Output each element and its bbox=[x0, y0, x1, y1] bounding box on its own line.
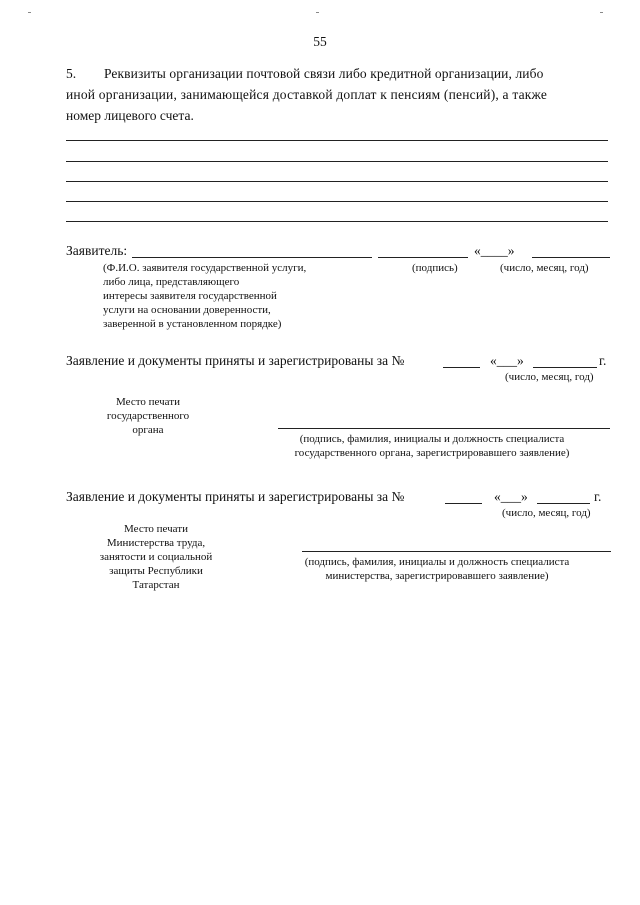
registration1-signature-line[interactable] bbox=[278, 428, 610, 429]
requisites-blank-line[interactable] bbox=[66, 140, 608, 141]
registration2-year-suffix: г. bbox=[594, 489, 602, 504]
scan-speck bbox=[28, 12, 31, 13]
requisites-blank-line[interactable] bbox=[66, 201, 608, 202]
applicant-signature-line[interactable] bbox=[378, 257, 468, 258]
registration1-signature-caption: (подпись, фамилия, инициалы и должность специалиста государственного органа, зарегистрировавшего заявление) bbox=[294, 433, 570, 459]
registration2-date-day: «___» bbox=[494, 489, 528, 504]
applicant-label: Заявитель: bbox=[66, 243, 128, 258]
registration1-stamp-place: Место печати государственного органа bbox=[106, 396, 190, 436]
registration1-date-day: «___» bbox=[490, 353, 524, 368]
requisites-blank-line[interactable] bbox=[66, 181, 608, 182]
page-number: 55 bbox=[313, 34, 327, 49]
applicant-date-caption: (число, месяц, год) bbox=[500, 262, 589, 274]
registration1-date-line[interactable] bbox=[533, 367, 597, 368]
applicant-signature-caption: (подпись) bbox=[412, 262, 458, 274]
registration2-signature-line[interactable] bbox=[302, 551, 611, 552]
applicant-date-day: «____» bbox=[474, 243, 515, 258]
requisites-blank-line[interactable] bbox=[66, 221, 608, 222]
applicant-name-caption: (Ф.И.О. заявителя государственной услуги, либо лица, представляющего интересы заявителя государственной услуги на основании доверенности, заверенной в установленном порядке) bbox=[103, 262, 307, 330]
section-text-line3: номер лицевого счета. bbox=[66, 108, 194, 123]
registration2-text: Заявление и документы приняты и зарегистрированы за № bbox=[66, 489, 405, 504]
applicant-date-line[interactable] bbox=[532, 257, 610, 258]
registration2-number-line[interactable] bbox=[445, 503, 482, 504]
registration2-date-line[interactable] bbox=[537, 503, 590, 504]
section-number: 5. bbox=[66, 66, 77, 81]
registration1-date-caption: (число, месяц, год) bbox=[505, 371, 594, 383]
requisites-blank-line[interactable] bbox=[66, 161, 608, 162]
registration1-text: Заявление и документы приняты и зарегистрированы за № bbox=[66, 353, 405, 368]
section-text-line1: Реквизиты организации почтовой связи либо кредитной организации, либо bbox=[104, 66, 544, 81]
registration2-signature-caption: (подпись, фамилия, инициалы и должность специалиста министерства, зарегистрировавшего заявление) bbox=[304, 556, 570, 582]
applicant-name-line[interactable] bbox=[132, 257, 372, 258]
registration1-year-suffix: г. bbox=[599, 353, 607, 368]
registration2-stamp-place: Место печати Министерства труда, занятости и социальной защиты Республики Татарстан bbox=[99, 523, 213, 591]
scan-speck bbox=[600, 12, 603, 13]
section-text-line2: иной организации, занимающейся доставкой доплат к пенсиям (пенсий), а также bbox=[66, 87, 548, 102]
scan-speck bbox=[316, 12, 319, 13]
registration1-number-line[interactable] bbox=[443, 367, 480, 368]
registration2-date-caption: (число, месяц, год) bbox=[502, 507, 591, 519]
